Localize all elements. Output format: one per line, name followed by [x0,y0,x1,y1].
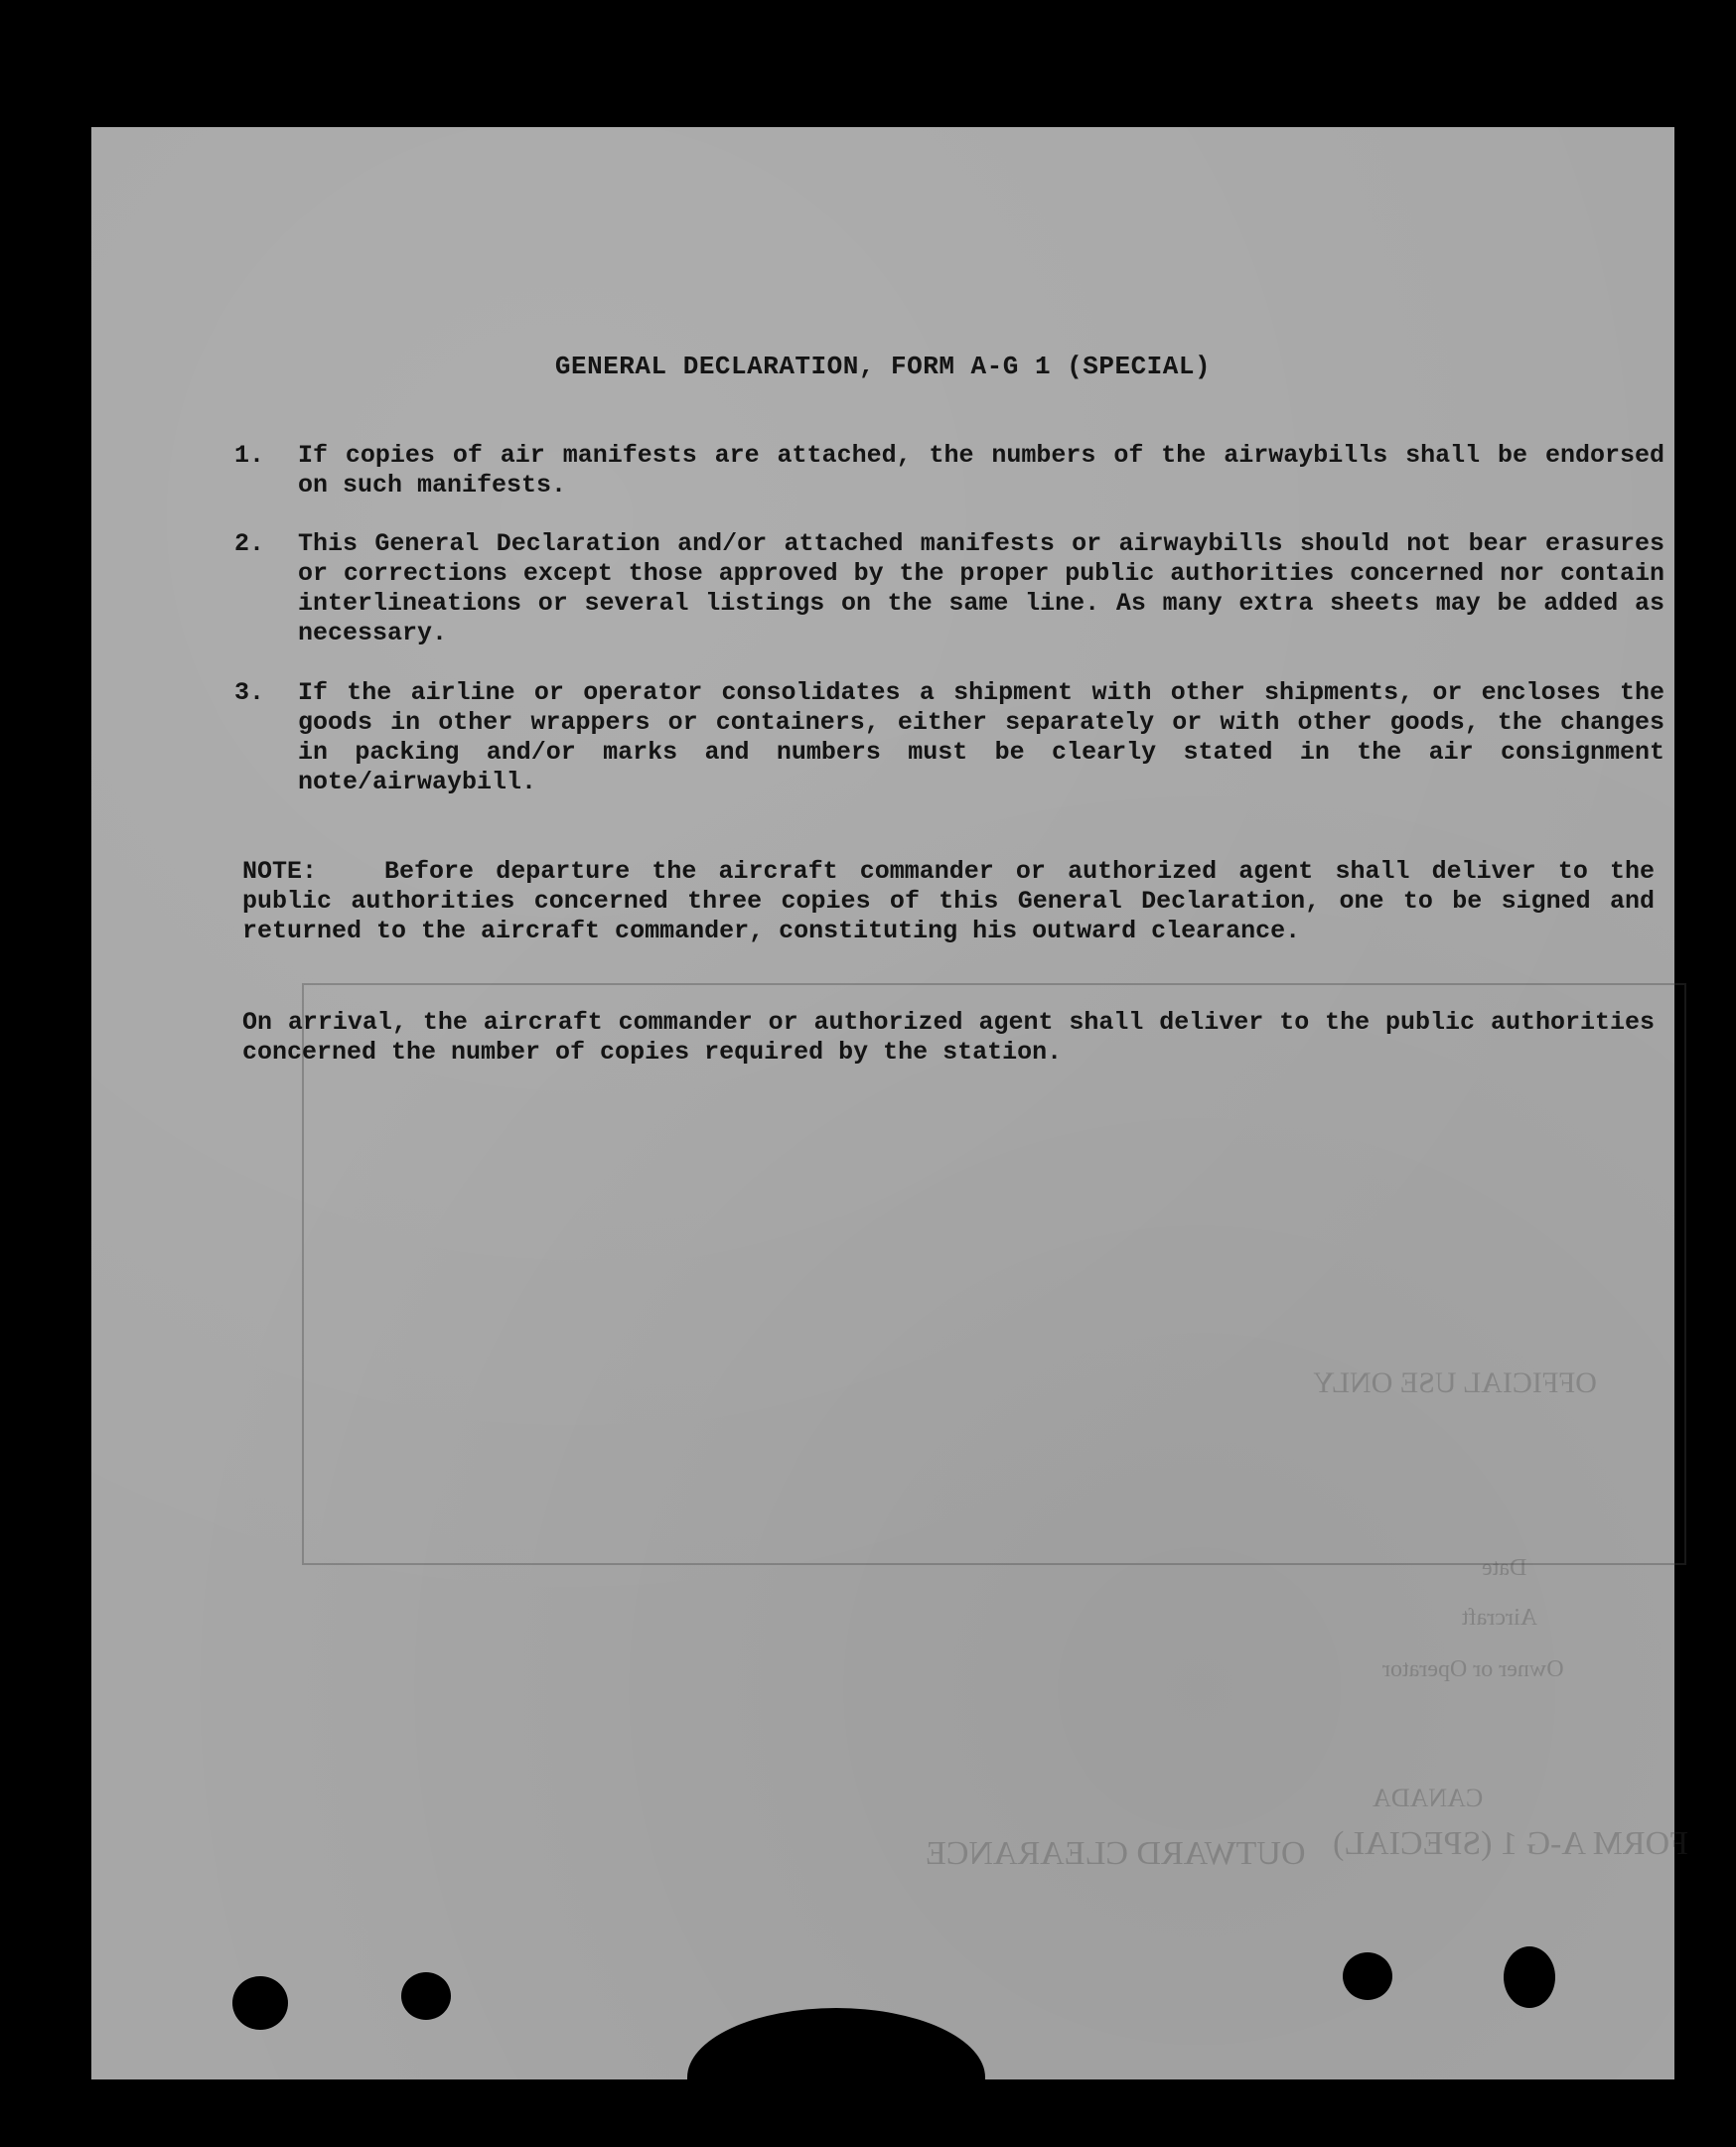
instruction-item-2 [234,529,1664,648]
note-paragraph [242,857,1655,946]
instruction-item-1 [234,441,1664,501]
show-through-heading: OUTWARD CLEARANCE [926,1835,1306,1872]
torn-edge [687,2008,985,2147]
item-text: This General Declaration and/or attached manifests or airwaybills should not bear erasures or corrections except those approved by the proper public authorities concerned nor contain interlineations or several listings on the same line. As many extra sheets may be added as necessary. [298,529,1664,647]
note-text: Before departure the aircraft commander or authorized agent shall deliver to the public authorities concerned three copies of this General Declaration, one to be signed and returned to the aircraft commander, constituting his outward clearance. [242,857,1655,945]
show-through-date-label: Date [1482,1555,1527,1581]
note-label: NOTE: [242,857,318,886]
show-through-official-use: OFFICIAL USE ONLY [1313,1366,1597,1399]
show-through-country: CANADA [1373,1784,1484,1812]
punch-hole [401,1972,451,2020]
instruction-item-3 [234,678,1664,797]
item-text: If copies of air manifests are attached, the numbers of the airwaybills shall be endorsed on such manifests. [298,441,1664,500]
show-through-box [302,983,1686,1565]
punch-hole [1343,1952,1392,2000]
arrival-text: On arrival, the aircraft commander or authorized agent shall deliver to the public authorities concerned the number of copies required by the station. [242,1008,1655,1067]
punch-hole [1504,1946,1555,2008]
show-through-owner-label: Owner or Operator [1382,1656,1564,1682]
document-page [91,127,1688,2079]
item-number: 3. [234,678,265,707]
show-through-aircraft-label: Aircraft [1462,1605,1537,1631]
show-through-form-name: FORM A-G 1 (SPECIAL) [1333,1825,1688,1862]
item-number: 2. [234,529,265,558]
item-number: 1. [234,441,265,470]
punch-hole [232,1976,288,2030]
arrival-paragraph [242,1008,1655,1068]
item-text: If the airline or operator consolidates a shipment with other shipments, or encloses the goods in other wrappers or containers, either separately or with other goods, the changes in packing and/or marks and numbers must be clearly stated in the air consignment note/airwaybill. [298,678,1664,796]
document-title: GENERAL DECLARATION, FORM A-G 1 (SPECIAL) [554,352,1212,381]
